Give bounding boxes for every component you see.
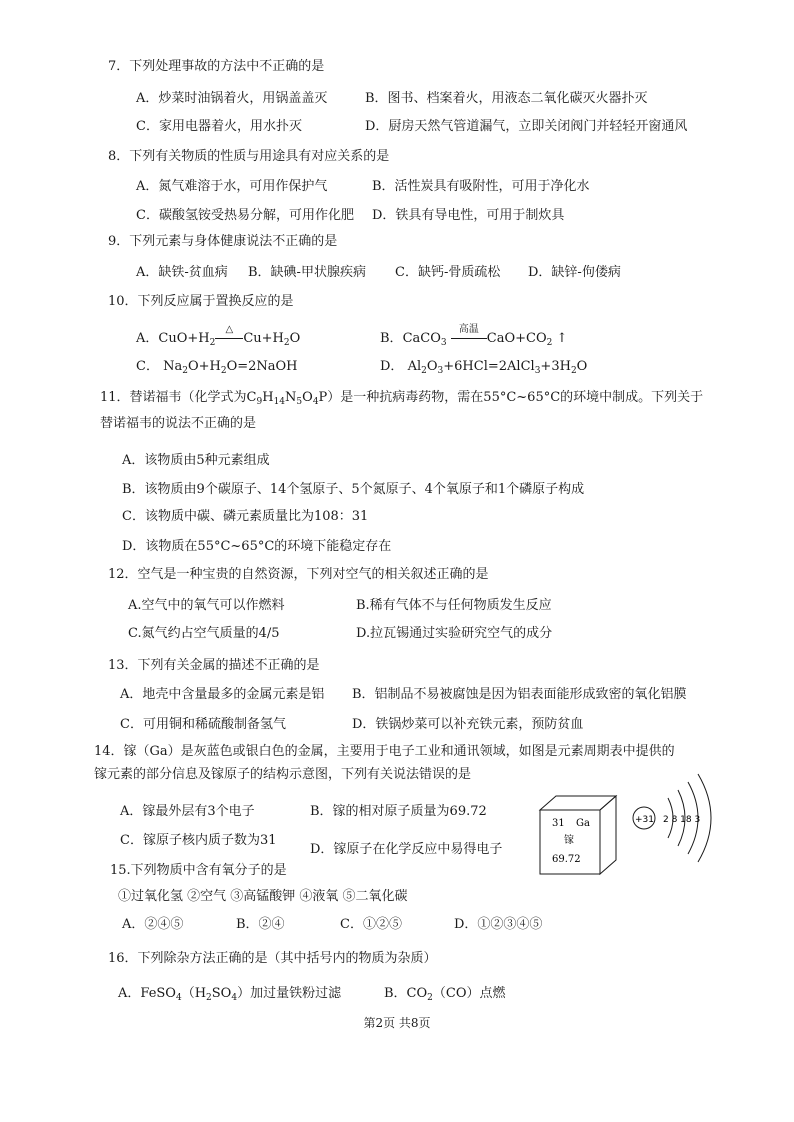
q11-option-c: C．该物质中碳、磷元素质量比为108：31	[122, 509, 369, 524]
q7-option-b: B．图书、档案着火，用液态二氧化碳灭火器扑灭	[365, 91, 648, 106]
high-temp-condition	[451, 324, 487, 348]
q10-b-label: B．	[380, 331, 403, 346]
q15-option-c: C．①②⑤	[340, 917, 402, 932]
q9-option-a: A．缺铁-贫血病	[136, 265, 228, 280]
page-number-footer: 第2页 共8页	[363, 1016, 431, 1030]
q14-option-b: B．镓的相对原子质量为69.72	[310, 804, 487, 819]
q10-option-a: A．$CuO+H_2$ △ $Cu+H_2O$	[136, 330, 300, 352]
shell-electron-counts: 2 8 18 3	[663, 815, 701, 825]
q11-stem-line2: 替诺福韦的说法不正确的是	[100, 416, 257, 431]
q16-option-a: A．$FeSO_4(H_2SO_4)$加过量铁粉过滤	[118, 986, 342, 1003]
q7-option-d: D．厨房天然气管道漏气，立即关闭阀门并轻轻开窗通风	[365, 119, 688, 134]
q13-option-a: A．地壳中含量最多的金属元素是铝	[120, 687, 325, 702]
q11-stem-part2: ）是一种抗病毒药物，需在55°C~65°C的环境中制成。下列关于	[327, 390, 704, 405]
element-name: 镓	[564, 835, 574, 846]
element-mass: 69.72	[552, 854, 581, 865]
q8-stem: 8．下列有关物质的性质与用途具有对应关系的是	[108, 149, 390, 164]
q16-a-prefix: A．FeSO	[118, 986, 176, 1001]
q15-option-b: B．②④	[236, 917, 285, 932]
element-cell-diagram	[530, 790, 620, 880]
q8-option-c: C．碳酸氢铵受热易分解，可用作化肥	[136, 208, 354, 223]
q16-option-b: B．$CO_2(CO)$点燃	[384, 986, 506, 1003]
q12-option-d: D.拉瓦锡通过实验研究空气的成分	[356, 626, 553, 641]
gallium-atom-structure-diagram	[628, 770, 748, 870]
q10-stem: 10．下列反应属于置换反应的是	[108, 294, 294, 309]
q11-option-a: A．该物质由5种元素组成	[122, 453, 270, 468]
q7-option-a: A．炒菜时油锅着火，用锅盖盖灭	[136, 91, 328, 106]
q13-option-d: D．铁锅炒菜可以补充铁元素，预防贫血	[352, 717, 584, 732]
q12-option-b: B.稀有气体不与任何物质发生反应	[356, 598, 552, 613]
q15-option-a: A．②④⑤	[122, 917, 184, 932]
q16-a-mid: （H	[181, 986, 207, 1001]
q10-c-label: C．	[136, 359, 159, 374]
q14-option-a: A．镓最外层有3个电子	[120, 804, 255, 819]
q13-option-b: B．铝制品不易被腐蚀是因为铝表面能形成致密的氧化铝膜	[352, 687, 687, 702]
q16-stem: 16．下列除杂方法正确的是（其中括号内的物质为杂质）	[108, 951, 437, 966]
q16-a-end: ）加过量铁粉过滤	[237, 986, 342, 1001]
q10-option-d: D． $Al_2O_3+6HCl=2AlCl_3+3H_2O$	[380, 359, 588, 376]
heating-condition	[215, 324, 243, 348]
heat-symbol: △	[225, 324, 234, 335]
q12-option-c: C.氮气约占空气质量的4/5	[128, 626, 280, 641]
element-atomic-number: 31	[552, 818, 565, 829]
q7-option-c: C．家用电器着火，用水扑灭	[136, 119, 302, 134]
q11-stem-line1: 11．替诺福韦（化学式为$C_9H_{14}N_5O_4P$）是一种抗病毒药物，需在55°C~65°C的环境中制成。下列关于	[100, 390, 704, 407]
q13-option-c: C．可用铜和稀硫酸制备氢气	[120, 717, 286, 732]
q13-stem: 13．下列有关金属的描述不正确的是	[108, 658, 320, 673]
element-symbol: Ga	[576, 818, 590, 829]
nucleus-charge: +31	[635, 815, 654, 825]
q11-option-b: B．该物质由9个碳原子、14个氢原子、5个氮原子、4个氧原子和1个磷原子构成	[122, 482, 585, 497]
q15-stem: 15.下列物质中含有氧分子的是	[110, 863, 287, 878]
q15-items: ①过氧化氢 ②空气 ③高锰酸钾 ④液氧 ⑤二氧化碳	[118, 889, 408, 904]
q14-option-d: D．镓原子在化学反应中易得电子	[310, 842, 503, 857]
q16-b-prefix: B．CO	[384, 986, 428, 1001]
q10-option-b: B．CaCO$_3$ 高温 $CaO+CO_2$ ↑	[380, 330, 567, 352]
q9-option-c: C．缺钙-骨质疏松	[395, 265, 501, 280]
q11-stem-part1: 11．替诺福韦（化学式为C	[100, 390, 257, 405]
q14-option-c: C．镓原子核内质子数为31	[120, 833, 277, 848]
q9-option-d: D．缺锌-佝偻病	[528, 265, 621, 280]
q15-option-d: D．①②③④⑤	[454, 917, 543, 932]
q8-option-a: A．氮气难溶于水，可用作保护气	[136, 179, 328, 194]
q12-option-a: A.空气中的氧气可以作燃料	[128, 598, 285, 613]
q8-option-b: B．活性炭具有吸附性，可用于净化水	[372, 179, 590, 194]
q10-d-label: D．	[380, 359, 404, 374]
q9-stem: 9．下列元素与身体健康说法不正确的是	[108, 234, 338, 249]
q9-option-b: B．缺碘-甲状腺疾病	[248, 265, 366, 280]
q10-option-c: C． $Na_2O+H_2O=2NaOH$	[136, 359, 298, 376]
q14-stem-line2: 镓元素的部分信息及镓原子的结构示意图，下列有关说法错误的是	[94, 767, 472, 782]
high-temp-text: 高温	[458, 324, 479, 335]
q11-option-d: D．该物质在55°C~65°C的环境下能稳定存在	[122, 539, 392, 554]
q8-option-d: D．铁具有导电性，可用于制炊具	[372, 208, 565, 223]
q12-stem: 12．空气是一种宝贵的自然资源，下列对空气的相关叙述正确的是	[108, 567, 489, 582]
q10-a-label: A．	[136, 331, 159, 346]
q7-stem: 7．下列处理事故的方法中不正确的是	[108, 59, 325, 74]
q14-stem-line1: 14．镓（Ga）是灰蓝色或银白色的金属，主要用于电子工业和通讯领域，如图是元素周期表中提供的	[94, 744, 675, 759]
